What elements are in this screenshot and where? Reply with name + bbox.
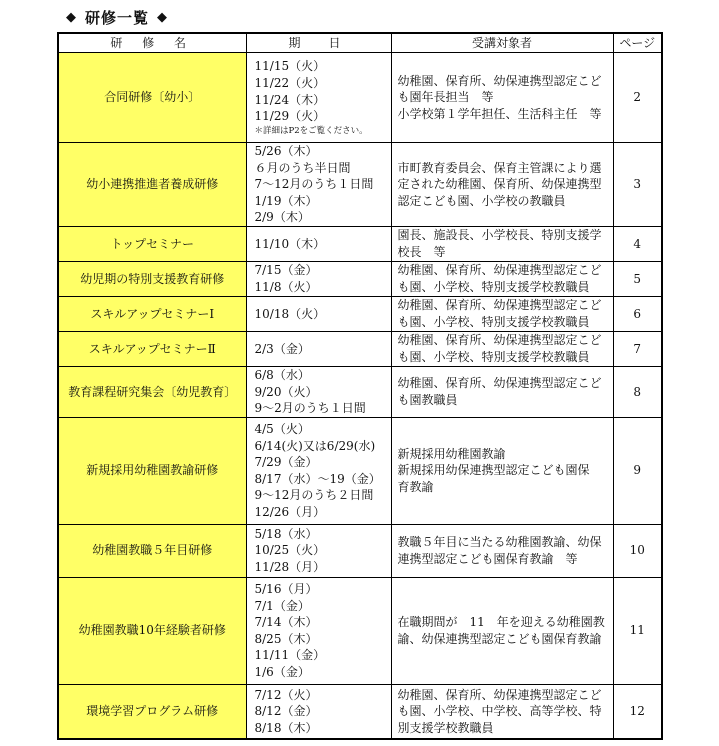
course-date: 1/6（金） [254, 664, 310, 679]
course-dates [246, 366, 391, 417]
course-target-line: も園、小学校、中学校、高等学校、特 [397, 704, 602, 719]
course-target-line: 連携型認定こども園保育教諭 等 [397, 551, 578, 566]
course-target-line: 諭、幼保連携型認定こども園保育教諭 [397, 631, 602, 646]
course-target-line: 幼稚園、保育所、幼保連携型認定こど [397, 298, 602, 313]
course-page: 5 [613, 261, 662, 296]
course-target [391, 331, 613, 366]
course-table [57, 32, 663, 740]
course-date: 7/15（金） [254, 263, 318, 278]
course-date: 9～12月のうち２日間 [254, 488, 374, 503]
course-target [391, 261, 613, 296]
header-course-name: 研 修 名 [58, 33, 246, 53]
course-target-line: も園、小学校、特別支援学校教職員 [397, 349, 590, 364]
course-date: 11/28（月） [254, 560, 326, 575]
course-target [391, 296, 613, 331]
course-target-line: 新規採用幼保連携型認定こども園保 [397, 463, 590, 478]
table-row [58, 53, 662, 143]
section-heading [66, 4, 168, 30]
course-target-line: 園長、施設長、小学校長、特別支援学 [397, 228, 602, 243]
course-page: 7 [613, 331, 662, 366]
course-dates [246, 226, 391, 261]
course-dates [246, 684, 391, 739]
course-name: 合同研修〔幼小〕 [58, 53, 246, 143]
course-target-line: も園教職員 [397, 392, 458, 407]
course-date: 11/22（火） [254, 75, 326, 90]
course-name: 教育課程研究集会〔幼児教育〕 [58, 366, 246, 417]
course-date: 11/15（火） [254, 59, 326, 74]
course-date: 9～2月のうち１日間 [254, 401, 366, 416]
course-date: 10/18（火） [254, 306, 326, 321]
course-target-line: 別支援学校教職員 [397, 720, 494, 735]
course-name: 幼児期の特別支援教育研修 [58, 261, 246, 296]
course-name: 環境学習プログラム研修 [58, 684, 246, 739]
course-date: 11/11（金） [254, 648, 326, 663]
course-date: 9/20（火） [254, 384, 318, 399]
course-date: 5/16（月） [254, 581, 318, 596]
course-date: 11/8（火） [254, 279, 318, 294]
course-date: 6/8（水） [254, 367, 310, 382]
course-target [391, 417, 613, 524]
course-dates [246, 296, 391, 331]
diamond-icon: ◆ [66, 9, 77, 25]
course-page: 8 [613, 366, 662, 417]
course-target-line: 育教諭 [397, 480, 434, 495]
course-page: 9 [613, 417, 662, 524]
course-date: 7/14（木） [254, 615, 318, 630]
course-date: 8/18（木） [254, 720, 318, 735]
course-dates [246, 577, 391, 684]
course-dates [246, 261, 391, 296]
course-name: スキルアップセミナーⅠ [58, 296, 246, 331]
course-target-line: 在職期間が 11 年を迎える幼稚園教 [397, 615, 605, 630]
course-target-line: 幼稚園、保育所、幼保連携型認定こど [397, 687, 602, 702]
course-date: 8/12（金） [254, 704, 318, 719]
table-row [58, 296, 662, 331]
course-date: 6/14(火)又は6/29(水) [254, 438, 376, 453]
course-name: トップセミナー [58, 226, 246, 261]
table-row [58, 331, 662, 366]
course-name: 幼稚園教職５年目研修 [58, 524, 246, 577]
course-date: 8/17（水）～19（金） [254, 471, 381, 486]
course-date: 10/25（火） [254, 543, 326, 558]
course-date: 11/29（火） [254, 109, 326, 124]
table-row [58, 366, 662, 417]
course-target-line: 幼稚園、保育所、幼保連携型認定こど [397, 263, 602, 278]
course-date: 7～12月のうち１日間 [254, 177, 374, 192]
course-target-line: も園年長担当 等 [397, 90, 494, 105]
course-target-line: 校長 等 [397, 244, 446, 259]
table-row [58, 684, 662, 739]
course-date: 5/18（水） [254, 526, 318, 541]
course-target-line: 認定こども園、小学校の教職員 [397, 193, 566, 208]
course-target-line: 幼稚園、保育所、幼保連携型認定こど [397, 376, 602, 391]
course-date: 4/5（火） [254, 421, 310, 436]
course-target-line: 定された幼稚園、保育所、幼保連携型 [397, 177, 602, 192]
course-page: 10 [613, 524, 662, 577]
course-page: 4 [613, 226, 662, 261]
course-page: 2 [613, 53, 662, 143]
course-target [391, 684, 613, 739]
course-target-line: 小学校第１学年担任、生活科主任 等 [397, 106, 602, 121]
course-target [391, 577, 613, 684]
course-page: 3 [613, 143, 662, 227]
table-row [58, 261, 662, 296]
course-name: 幼稚園教職10年経験者研修 [58, 577, 246, 684]
course-target-line: 新規採用幼稚園教諭 [397, 446, 506, 461]
table-row [58, 524, 662, 577]
table-row [58, 226, 662, 261]
course-date: ６月のうち半日間 [254, 160, 351, 175]
table-row [58, 417, 662, 524]
course-target [391, 226, 613, 261]
course-date: 7/29（金） [254, 455, 318, 470]
course-target-line: も園、小学校、特別支援学校教職員 [397, 314, 590, 329]
course-page: 6 [613, 296, 662, 331]
course-date: 7/1（金） [254, 598, 310, 613]
course-page: 12 [613, 684, 662, 739]
course-date: 1/19（木） [254, 193, 318, 208]
course-target [391, 366, 613, 417]
table-row [58, 143, 662, 227]
course-date: 2/3（金） [254, 341, 310, 356]
course-note: ＊詳細はP2をご覧ください。 [254, 125, 368, 136]
course-date: 11/24（木） [254, 92, 326, 107]
table-row [58, 577, 662, 684]
course-page: 11 [613, 577, 662, 684]
course-target-line: 教職５年目に当たる幼稚園教諭、幼保 [397, 535, 602, 550]
section-title: 研修一覧 [85, 8, 150, 27]
course-dates [246, 143, 391, 227]
course-name: スキルアップセミナーⅡ [58, 331, 246, 366]
course-target-line: 幼稚園、保育所、幼保連携型認定こど [397, 73, 602, 88]
course-date: 8/25（木） [254, 631, 318, 646]
course-target [391, 524, 613, 577]
course-dates [246, 417, 391, 524]
course-dates [246, 524, 391, 577]
diamond-icon: ◆ [157, 9, 169, 25]
course-date: 2/9（木） [254, 210, 310, 225]
table-header-row [58, 33, 662, 53]
course-date: 7/12（火） [254, 687, 318, 702]
header-page: ページ [613, 33, 662, 53]
header-dates: 期 日 [246, 33, 391, 53]
course-date: 5/26（木） [254, 144, 318, 158]
course-dates [246, 331, 391, 366]
course-target-line: 市町教育委員会、保育主管課により選 [397, 160, 602, 175]
course-target [391, 143, 613, 227]
course-name: 新規採用幼稚園教諭研修 [58, 417, 246, 524]
course-name: 幼小連携推進者養成研修 [58, 143, 246, 227]
course-dates [246, 53, 391, 143]
header-target: 受講対象者 [391, 33, 613, 53]
course-target-line: 幼稚園、保育所、幼保連携型認定こど [397, 333, 602, 348]
course-target-line: も園、小学校、特別支援学校教職員 [397, 279, 590, 294]
course-date: 11/10（木） [254, 236, 326, 251]
course-date: 12/26（月） [254, 504, 326, 519]
course-target [391, 53, 613, 143]
